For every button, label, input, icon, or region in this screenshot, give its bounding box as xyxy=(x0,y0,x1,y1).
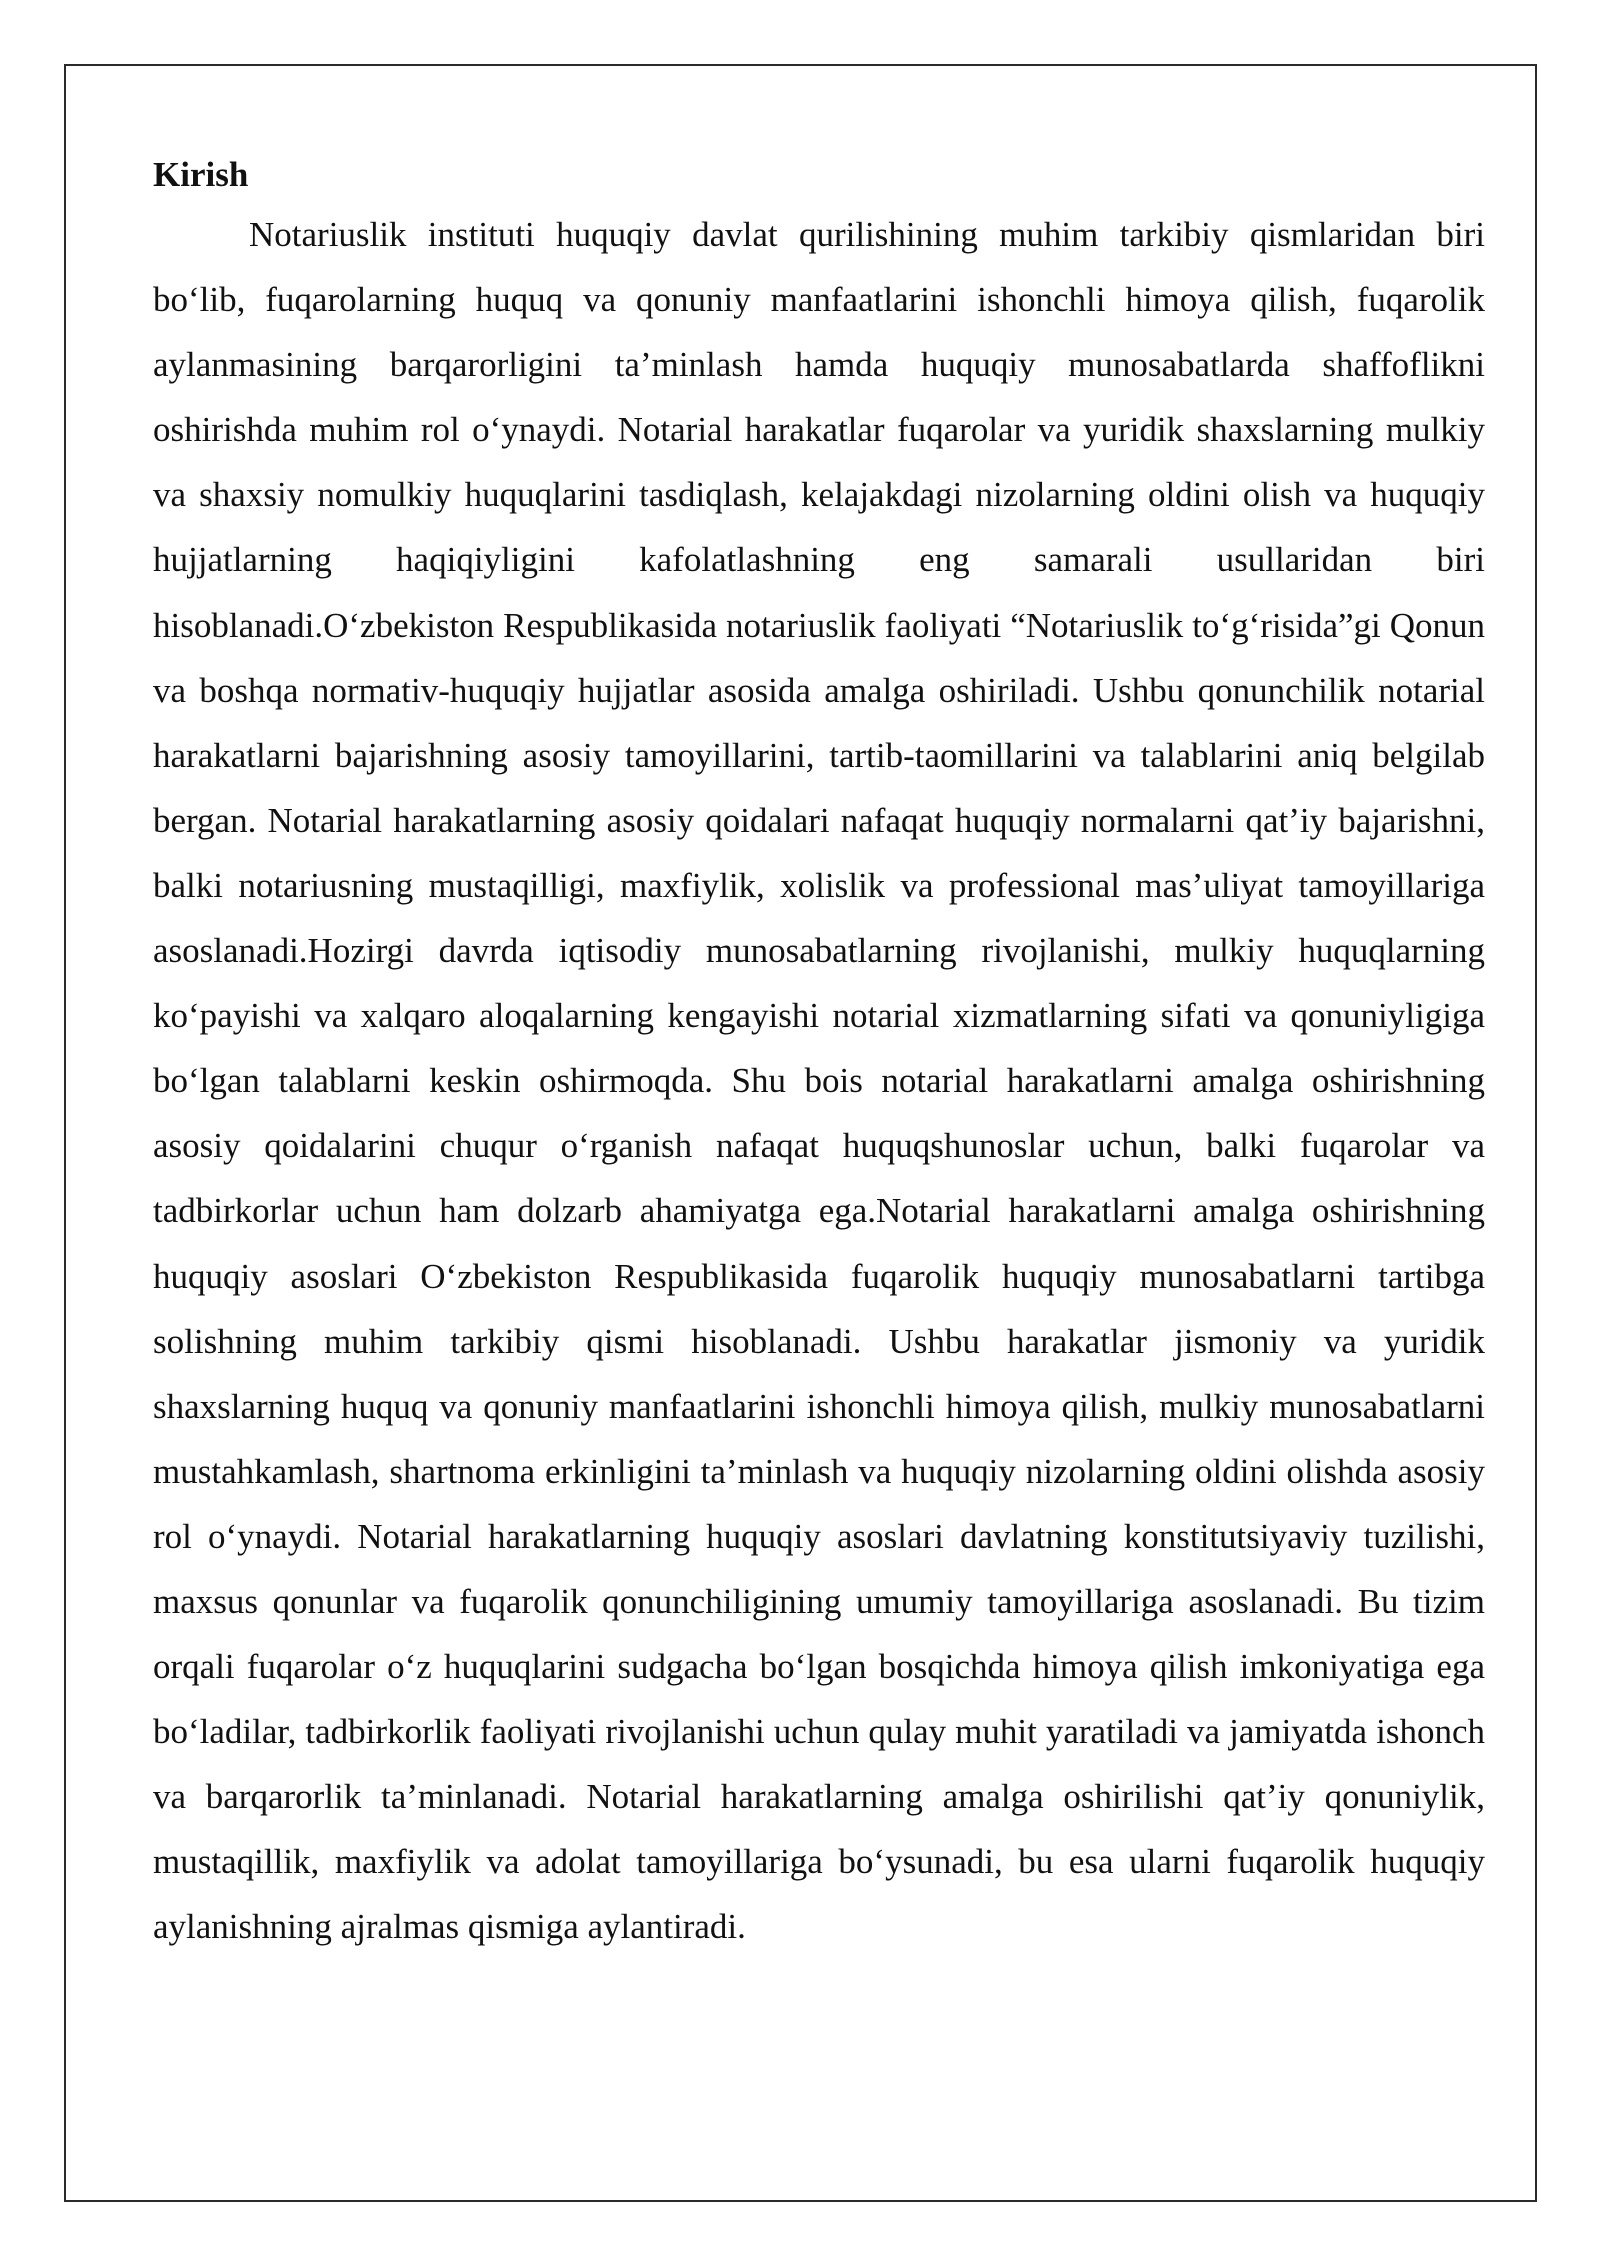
section-heading: Kirish xyxy=(153,155,249,194)
document-body xyxy=(153,148,1485,1960)
body-paragraph: Notariuslik instituti huquqiy davlat qurilishining muhim tarkibiy qismlaridan biri bo‘lib, fuqarolarning huquq va qonuniy manfaatlarini ishonchli himoya qilish, fuqarolik aylanmasining barqarorligini ta’minlash hamda huquqiy munosabatlarda shaffoflikni oshirishda muhim rol o‘ynaydi. Notarial harakatlar fuqarolar va yuridik shaxslarning mulkiy va shaxsiy nomulkiy huquqlarini tasdiqlash, kelajakdagi nizolarning oldini olish va huquqiy hujjatlarning haqiqiyligini kafolatlashning eng samarali usullaridan biri hisoblanadi.O‘zbekiston Respublikasida notariuslik faoliyati “Notariuslik to‘g‘risida”gi Qonun va boshqa normativ-huquqiy hujjatlar asosida amalga oshiriladi. Ushbu qonunchilik notarial harakatlarni bajarishning asosiy tamoyillarini, tartib-taomillarini va talablarini aniq belgilab bergan. Notarial harakatlarning asosiy qoidalari nafaqat huquqiy normalarni qat’iy bajarishni, balki notariusning mustaqilligi, maxfiylik, xolislik va professional mas’uliyat tamoyillariga asoslanadi.Hozirgi davrda iqtisodiy munosabatlarning rivojlanishi, mulkiy huquqlarning ko‘payishi va xalqaro aloqalarning kengayishi notarial xizmatlarning sifati va qonuniyligiga bo‘lgan talablarni keskin oshirmoqda. Shu bois notarial harakatlarni amalga oshirishning asosiy qoidalarini chuqur o‘rganish nafaqat huquqshunoslar uchun, balki fuqarolar va tadbirkorlar uchun ham dolzarb ahamiyatga ega.Notarial harakatlarni amalga oshirishning huquqiy asoslari O‘zbekiston Respublikasida fuqarolik huquqiy munosabatlarni tartibga solishning muhim tarkibiy qismi hisoblanadi. Ushbu harakatlar jismoniy va yuridik shaxslarning huquq va qonuniy manfaatlarini ishonchli himoya qilish, mulkiy munosabatlarni mustahkamlash, shartnoma erkinligini ta’minlash va huquqiy nizolarning oldini olishda asosiy rol o‘ynaydi. Notarial harakatlarning huquqiy asoslari davlatning konstitutsiyaviy tuzilishi, maxsus qonunlar va fuqarolik qonunchiligining umumiy tamoyillariga asoslanadi. Bu tizim orqali fuqarolar o‘z huquqlarini sudgacha bo‘lgan bosqichda himoya qilish imkoniyatiga ega bo‘ladilar, tadbirkorlik faoliyati rivojlanishi uchun qulay muhit yaratiladi va jamiyatda ishonch va barqarorlik ta’minlanadi. Notarial harakatlarning amalga oshirilishi qat’iy qonuniylik, mustaqillik, maxfiylik va adolat tamoyillariga bo‘ysunadi, bu esa ularni fuqarolik huquqiy aylanishning ajralmas qismiga aylantiradi. xyxy=(153,215,1485,1947)
